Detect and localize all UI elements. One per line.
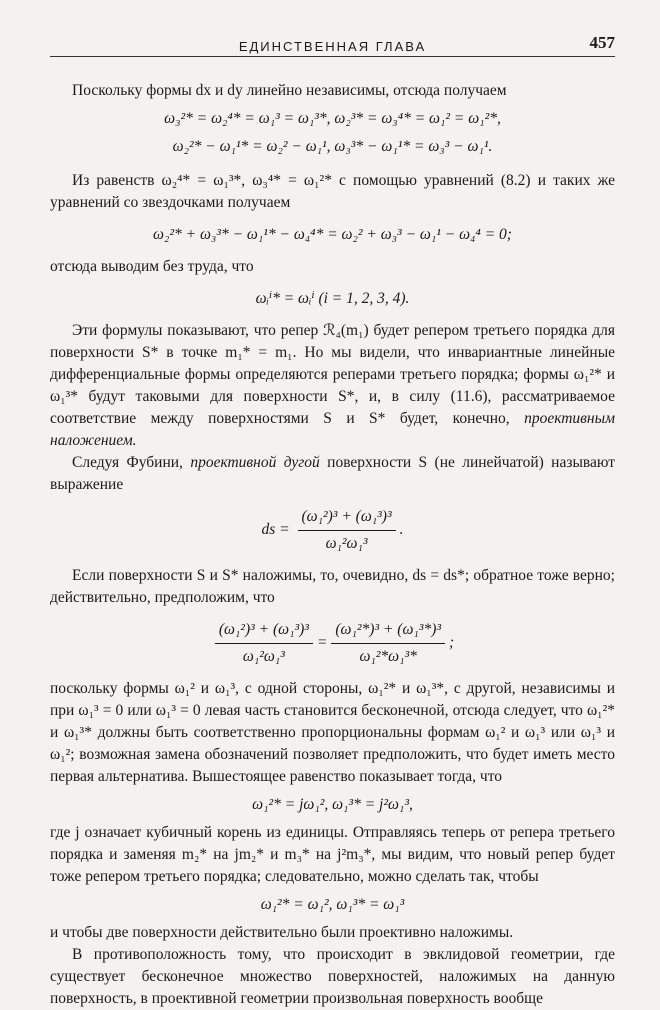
paragraph-7: поскольку формы ω₁² и ω₁³, с одной стороны, ω₁²* и ω₁³*, с другой, независимы и при ω₁³ = 0 или ω₁³ = 0 левая часть становится бесконечной, отсюда следует, что ω₁²* и ω₁³* должны быть соответственно пропорциональны формам ω₁² и ω₁³ или ω₁³ и ω₁²; возможная замена обозначений позволяет предположить, что будет иметь место первая альтернатива. Вышестоящее равенство показывает тогда, что	[50, 680, 615, 785]
formula-8: ω₁²* = ω₁², ω₁³* = ω₁³	[260, 896, 405, 913]
running-header	[50, 30, 615, 57]
formula-5-denominator: ω₁²ω₁³	[325, 535, 368, 552]
formula-5-numerator: (ω₁²)³ + (ω₁³)³	[298, 506, 396, 531]
paragraph-3: отсюда выводим без труда, что	[50, 258, 254, 275]
book-page	[50, 30, 616, 1007]
chapter-title: ЕДИНСТВЕННАЯ ГЛАВА	[238, 39, 427, 54]
formula-6: $\frac{\text{(ω₁²)³ + (ω₁³)³}}{\text{ω₁²ω₁³}}$ = $\frac{\text{(ω₁²*)³ + (ω₁³*)³}}{\text{ω₁²*ω₁³*}}$ ;	[50, 619, 615, 668]
formula-2: ω₂²* − ω₁¹* = ω₂² − ω₁¹, ω₃³* − ω₁¹* = ω₃³ − ω₁¹.	[172, 138, 493, 155]
page-body	[50, 80, 615, 1010]
paragraph-5-emphasis: проективной дугой	[190, 454, 320, 471]
paragraph-4-text: Эти формулы показывают, что репер ℛ₄(m₁) будет репером третьего порядка для поверхности S* в точке m₁* = m₁. Но мы видели, что инвариантные линейные дифференциальные формы определяются реперами третьего порядка; формы ω₁²* и ω₁³* будут таковыми для поверхности S*, и, в силу (11.6), рассматриваемое соответствие между поверхностями S и S* будет, конечно,	[50, 322, 615, 427]
paragraph-2: Из равенств ω₂⁴* = ω₁³*, ω₃⁴* = ω₁²* с помощью уравнений (8.2) и таких же уравнений со звездочками получаем	[50, 172, 615, 211]
paragraph-5-text-a: Следуя Фубини,	[72, 454, 183, 471]
paragraph-9: и чтобы две поверхности действительно были проективно наложимы.	[50, 924, 514, 941]
formula-5-fraction	[298, 506, 396, 555]
paragraph-6: Если поверхности S и S* наложимы, то, очевидно, ds = ds*; обратное тоже верно; действительно, предположим, что	[50, 567, 615, 606]
formula-6-numerator-left: (ω₁²)³ + (ω₁³)³	[215, 619, 313, 644]
formula-6-numerator-right: (ω₁²*)³ + (ω₁³*)³	[331, 619, 445, 644]
formula-6-denominator-right: ω₁²*ω₁³*	[359, 648, 417, 665]
formula-6-fraction-left	[215, 619, 313, 668]
formula-1: ω₃²* = ω₂⁴* = ω₁³ = ω₁³*, ω₂³* = ω₃⁴* = ω₁² = ω₁²*,	[164, 110, 501, 127]
formula-5: ds = $\frac{\text{(ω₁²)³ + (ω₁³)³}}{\text{ω₁²ω₁³}}$ .	[50, 506, 615, 555]
paragraph-1: Поскольку формы dx и dy линейно независимы, отсюда получаем	[72, 82, 507, 99]
formula-4: ωᵢⁱ* = ωᵢⁱ (i = 1, 2, 3, 4).	[255, 290, 410, 307]
paragraph-8: где j означает кубичный корень из единицы. Отправляясь теперь от репера третьего порядка и заменяя m₂* на jm₂* и m₃* на j²m₃*, мы видим, что новый репер будет тоже репером третьего порядка; следовательно, можно сделать так, чтобы	[50, 824, 615, 885]
paragraph-5	[50, 452, 615, 496]
paragraph-4-emphasis: проективным наложением.	[50, 410, 615, 449]
formula-3: ω₂²* + ω₃³* − ω₁¹* − ω₄⁴* = ω₂² + ω₃³ − ω₁¹ − ω₄⁴ = 0;	[153, 226, 512, 243]
formula-6-denominator-left: ω₁²ω₁³	[242, 648, 285, 665]
formula-6-fraction-right	[331, 619, 445, 668]
paragraph-10: В противоположность тому, что происходит в эвклидовой геометрии, где существует бесконечное множество поверхностей, наложимых на данную поверхность, в проективной геометрии произвольная поверхность вообще	[50, 946, 615, 1007]
paragraph-4	[50, 320, 615, 452]
paragraph-5-text-b: поверхности S (не линейчатой) называют выражение	[50, 454, 616, 493]
formula-5-lhs: ds =	[261, 521, 290, 539]
formula-7: ω₁²* = jω₁², ω₁³* = j²ω₁³,	[252, 796, 413, 813]
page-number: 457	[589, 33, 615, 52]
